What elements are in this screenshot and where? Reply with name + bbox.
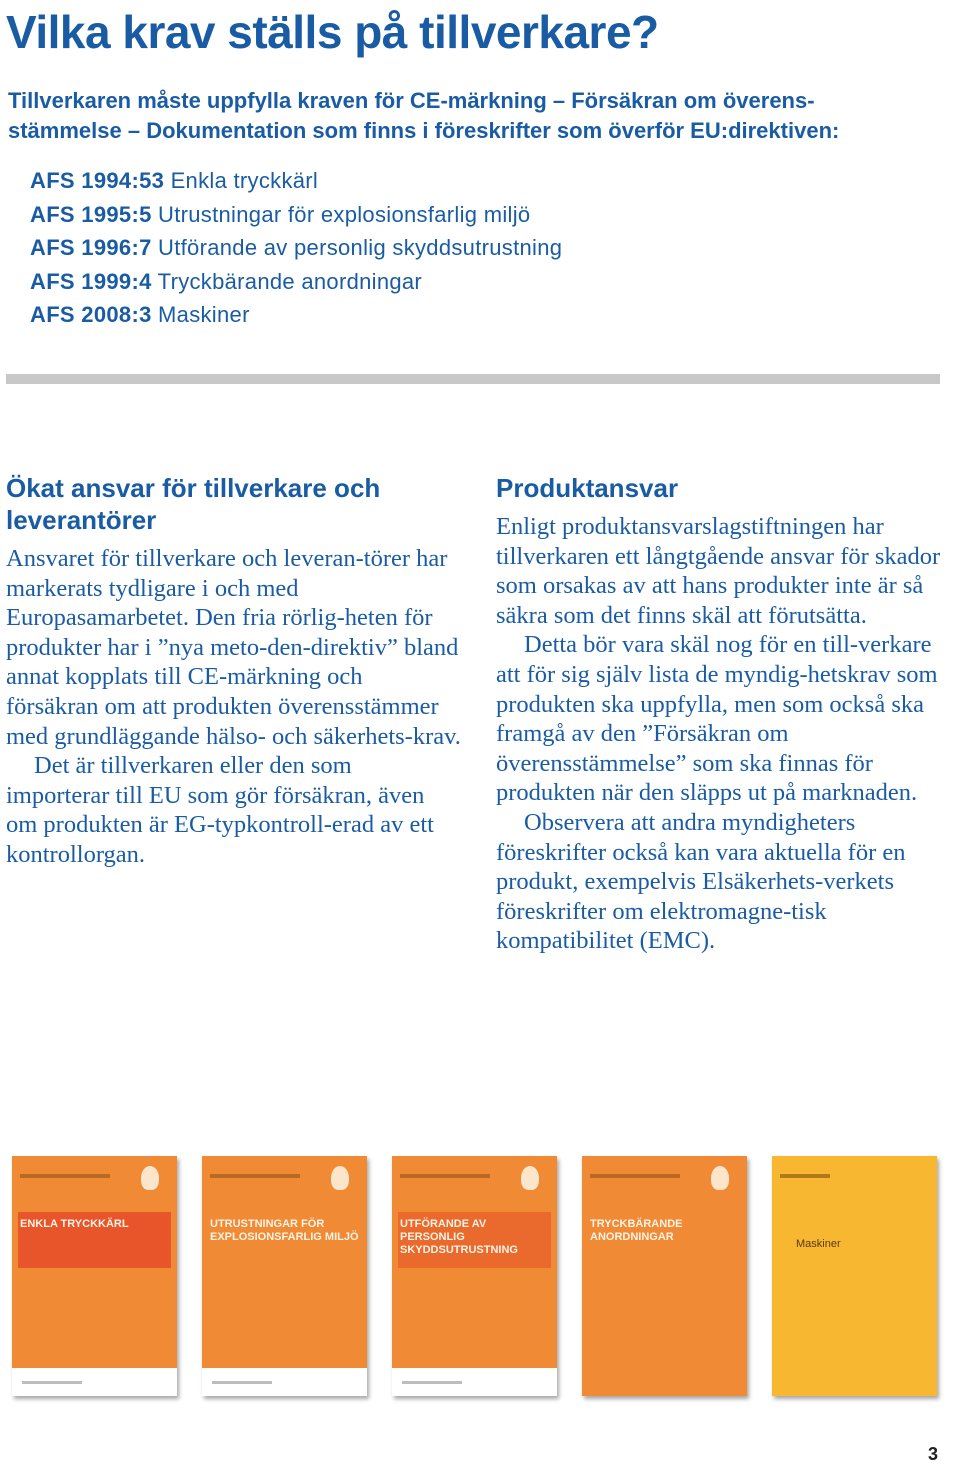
- cover-footer-line: [212, 1381, 272, 1384]
- cover-title: TRYCKBÄRANDE ANORDNINGAR: [590, 1218, 683, 1243]
- afs-item: [30, 265, 562, 299]
- cover-tryckbarande-anordningar: [582, 1156, 747, 1396]
- page-title: Vilka krav ställs på tillverkare?: [6, 6, 659, 58]
- cover-header-line: [780, 1174, 830, 1178]
- right-column: [496, 472, 946, 956]
- afs-item: [30, 198, 562, 232]
- cover-header-line: [20, 1174, 110, 1178]
- cover-maskiner: [772, 1156, 937, 1396]
- cover-header-line: [590, 1174, 680, 1178]
- afs-item: [30, 164, 562, 198]
- cover-footer: [392, 1368, 557, 1396]
- intro-text: Tillverkaren måste uppfylla kraven för CE-märkning – Försäkran om överens-stämmelse – Dokumentation som finns i föreskrifter som överför EU:direktiven:: [8, 88, 840, 143]
- afs-name: Enkla tryckkärl: [170, 168, 319, 193]
- afs-item: [30, 298, 562, 332]
- right-paragraph-2: Detta bör vara skäl nog för en till-verkare att för sig själv lista de myndig-hetskrav som produkten ska uppfylla, men som också ska framgå av den ”Försäkran om överensstämmelse” som ska finnas för produkten när den släpps ut på marknaden.: [496, 631, 938, 807]
- afs-name: Utförande av personlig skyddsutrustning: [158, 235, 563, 260]
- right-paragraph-1: Enligt produktansvarslagstiftningen har tillverkaren ett långtgående ansvar för skador som orsakas av att hans produkter inte är så säkra som det finns skäl att förutsätta.: [496, 513, 941, 629]
- cover-title: ENKLA TRYCKKÄRL: [20, 1218, 129, 1230]
- afs-code: AFS 1996:7: [30, 235, 152, 260]
- afs-code: AFS 1995:5: [30, 201, 152, 227]
- publication-covers: [0, 1156, 960, 1406]
- crest-icon: [711, 1166, 729, 1190]
- cover-footer-line: [402, 1381, 462, 1384]
- cover-personlig-skyddsutrustning: [392, 1156, 557, 1396]
- cover-footer: [202, 1368, 367, 1396]
- crest-icon: [331, 1166, 349, 1190]
- afs-code: AFS 1994:53: [30, 168, 165, 193]
- right-paragraph-3: Observera att andra myndigheters föreskrifter också kan vara aktuella för en produkt, exempelvis Elsäkerhets-verkets föreskrifter om elektromagne-tisk kompatibilitet (EMC).: [496, 808, 906, 955]
- cover-header-line: [400, 1174, 490, 1178]
- cover-footer: [12, 1368, 177, 1396]
- cover-title: Maskiner: [796, 1238, 841, 1250]
- cover-enkla-tryckkarl: [12, 1156, 177, 1396]
- afs-name: Utrustningar för explosionsfarlig miljö: [158, 201, 531, 227]
- crest-icon: [521, 1166, 539, 1190]
- afs-list: [30, 164, 562, 332]
- right-heading: Produktansvar: [496, 473, 679, 503]
- left-column: [6, 472, 461, 870]
- afs-name: Maskiner: [158, 302, 250, 327]
- crest-icon: [141, 1166, 159, 1190]
- left-body: [6, 544, 461, 870]
- cover-title: UTFÖRANDE AV PERSONLIG SKYDDSUTRUSTNING: [400, 1218, 518, 1256]
- cover-title: UTRUSTNINGAR FÖR EXPLOSIONSFARLIG MILJÖ: [210, 1218, 359, 1243]
- afs-name: Tryckbärande anordningar: [157, 268, 423, 294]
- cover-explosionsfarlig-miljo: [202, 1156, 367, 1396]
- cover-header-line: [210, 1174, 300, 1178]
- left-paragraph-1: Ansvaret för tillverkare och leveran-törer har markerats tydligare i och med Europasamarbetet. Den fria rörlig-heten för produkter har i ”nya meto-den-direktiv” bland annat kopplats till CE-märkning och försäkran om att produkten överensstämmer med grundläggande hälso- och säkerhets-krav.: [6, 545, 461, 750]
- section-divider: [6, 374, 940, 384]
- left-paragraph-2: Det är tillverkaren eller den som importerar till EU som gör försäkran, även om produkten är EG-typkontroll-erad av ett kontrollorgan.: [6, 752, 434, 868]
- left-heading: Ökat ansvar för tillverkare och leverantörer: [6, 473, 381, 535]
- afs-item: [30, 231, 562, 265]
- afs-code: AFS 2008:3: [30, 302, 152, 327]
- cover-footer-line: [22, 1381, 82, 1384]
- page-number: 3: [927, 1444, 938, 1464]
- right-body: [496, 512, 946, 956]
- afs-code: AFS 1999:4: [30, 268, 152, 294]
